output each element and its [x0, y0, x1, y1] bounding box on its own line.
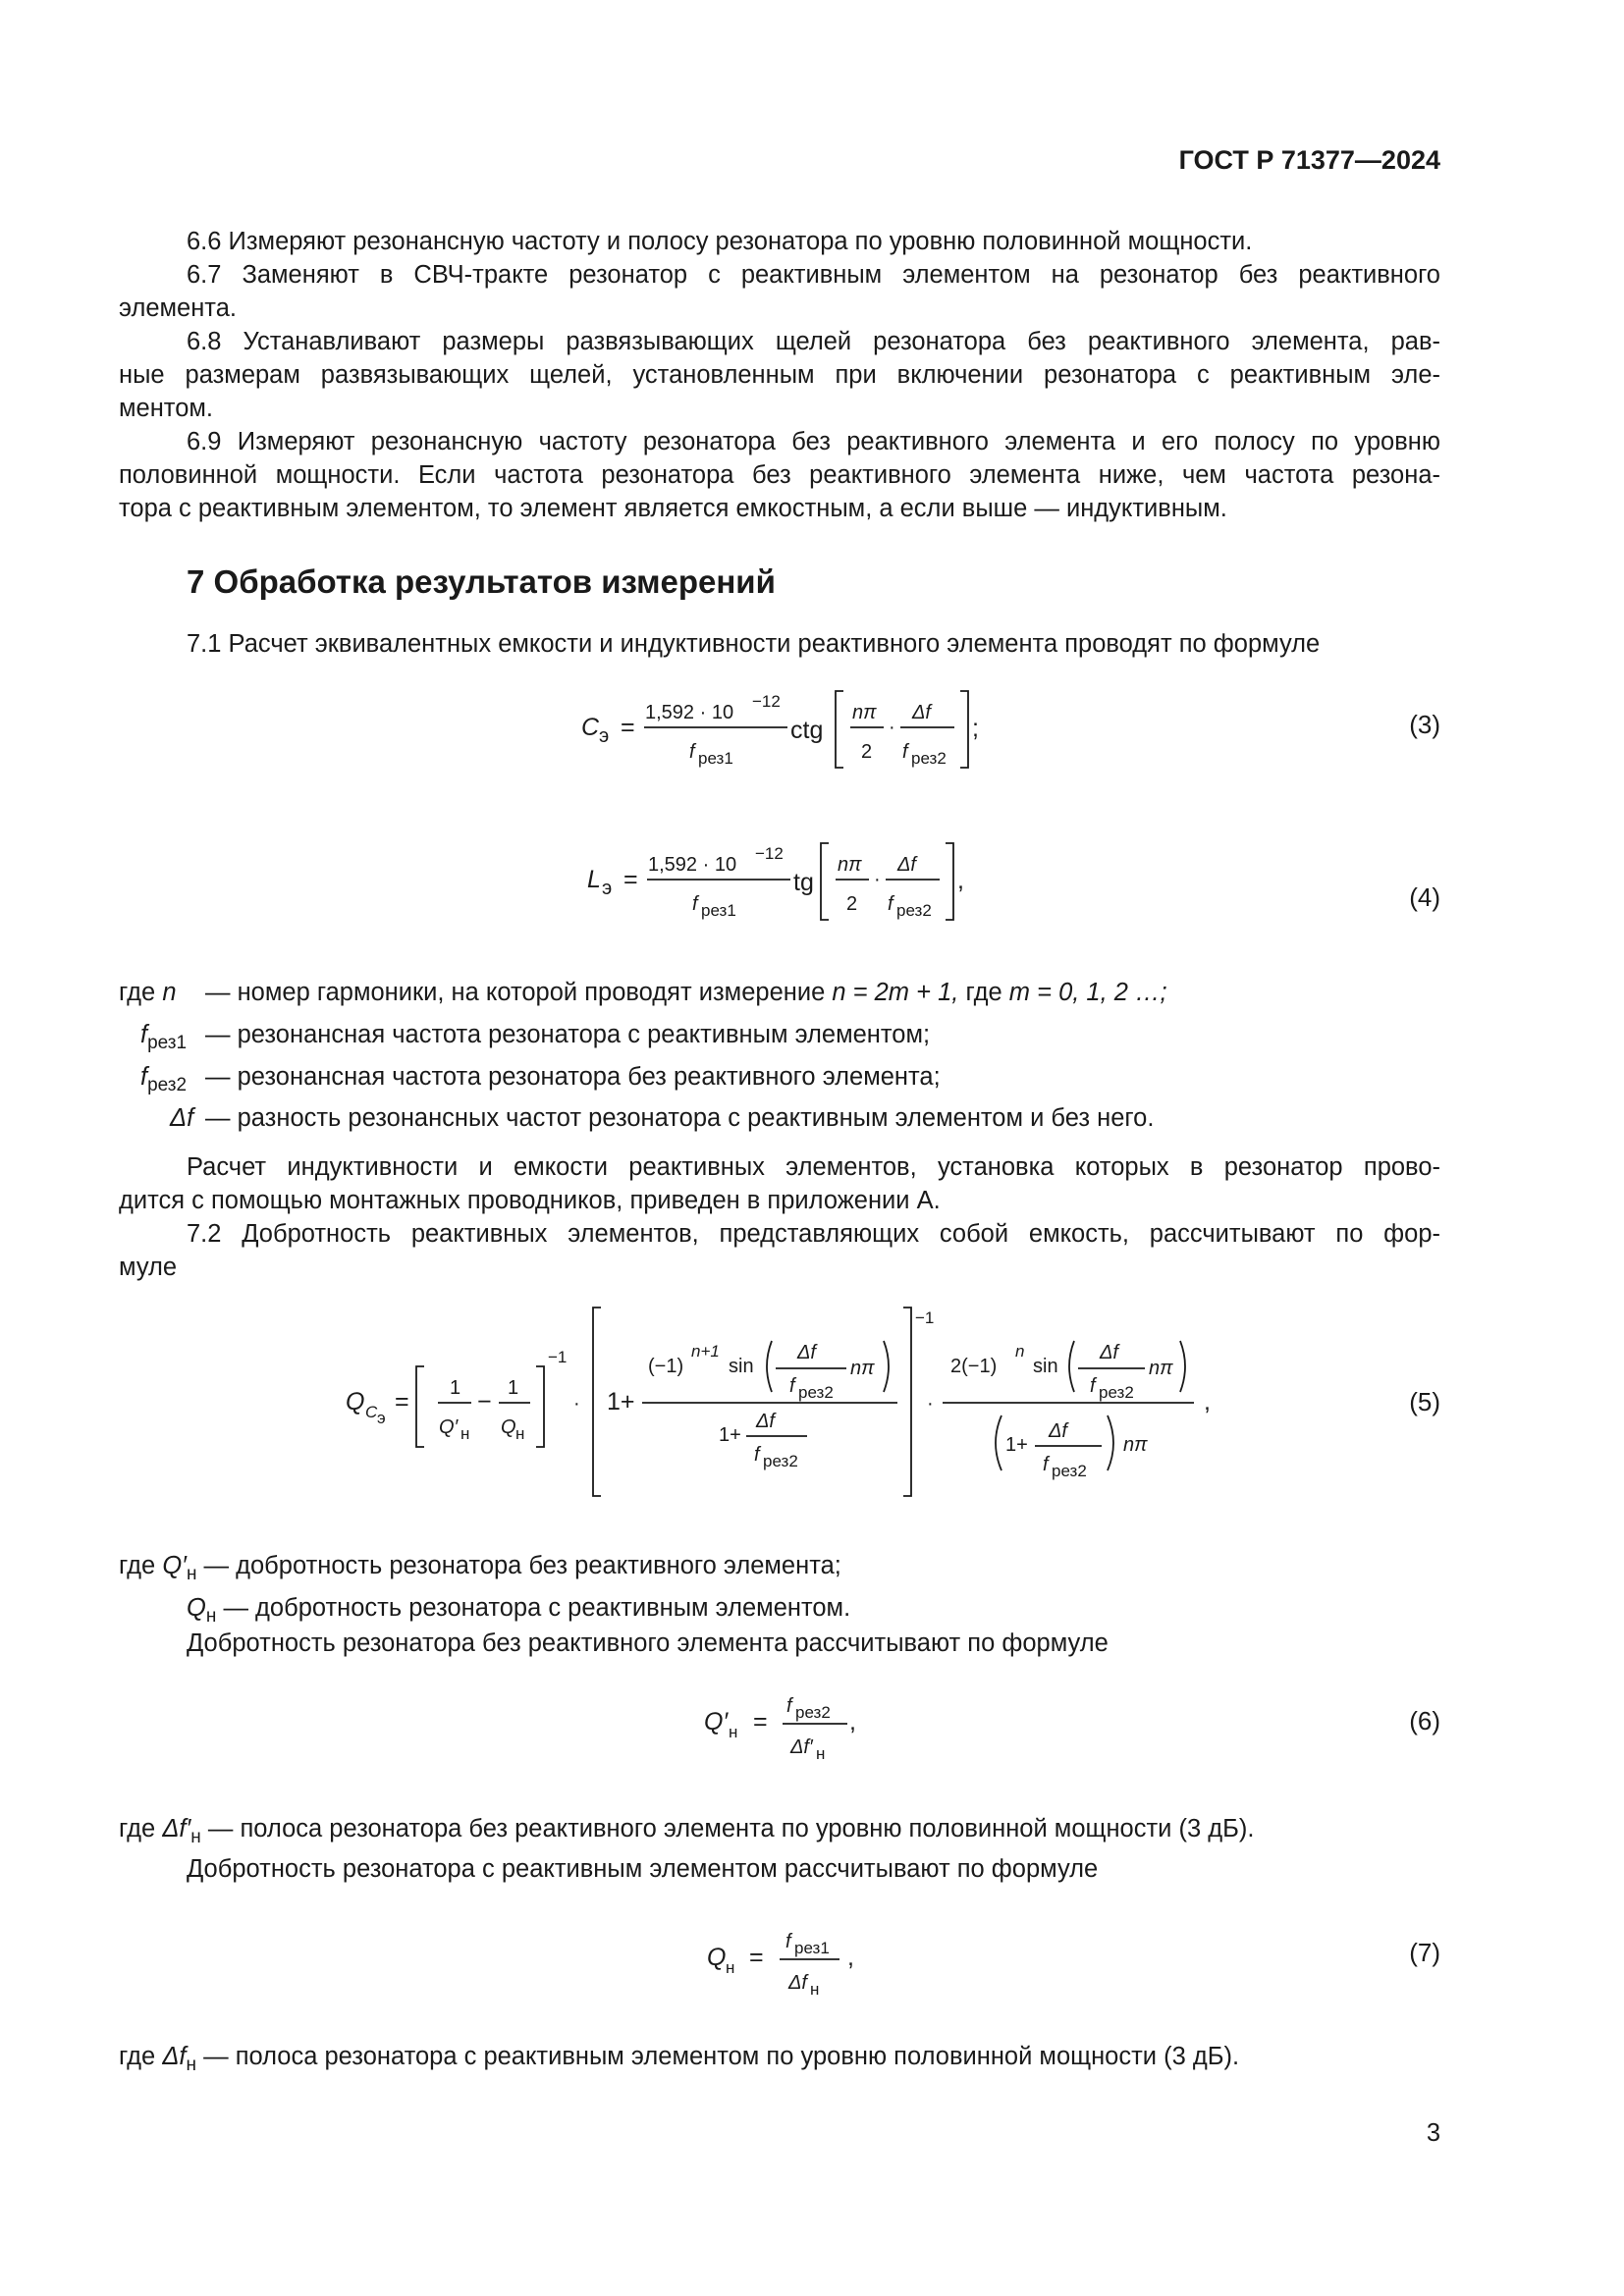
svg-text:Δf: Δf — [1100, 1342, 1118, 1363]
svg-text:−: − — [477, 1388, 492, 1415]
svg-text:э: э — [602, 878, 613, 899]
svg-text:·: · — [927, 1393, 934, 1415]
svg-text:н: н — [460, 1424, 470, 1443]
where-delta-f0-prime: где $\Delta f'_н$ — полоса резонатора без реактивного элемента по уровню половинной мощности (3 дБ). — [119, 1815, 1255, 1848]
svg-text:nπ: nπ — [838, 854, 862, 876]
where-delta-f-text: — разность резонансных частот резонатора с реактивным элементом и без него. — [205, 1104, 1155, 1132]
where-delta-f0: где $\Delta f_н$ — полоса резонатора с реактивным элементом по уровню половинной мощности (3 дБ). — [119, 2043, 1240, 2076]
svg-text:Δf: Δf — [797, 1342, 816, 1363]
equation-3-number: (3) — [1409, 710, 1440, 739]
equation-4-number: (4) — [1409, 882, 1440, 912]
paragraph-6-8-line-1: 6.8 Устанавливают размеры развязывающих щелей резонатора без реактивного элемента, рав- — [187, 328, 1440, 355]
svg-text:1: 1 — [450, 1377, 461, 1399]
svg-text:1+: 1+ — [607, 1388, 635, 1415]
svg-text:1: 1 — [508, 1377, 519, 1399]
paragraph-6-9-line-2: половинной мощности. Если частота резонатора без реактивного элемента ниже, чем частота резона- — [119, 461, 1440, 489]
svg-text:Δf: Δf — [912, 702, 931, 723]
svg-text:;: ; — [972, 715, 979, 742]
svg-text:рез2: рез2 — [911, 749, 947, 768]
svg-text:1,592 · 10: 1,592 · 10 — [645, 702, 734, 723]
svg-text:рез2: рез2 — [1099, 1383, 1134, 1402]
equation-3 — [569, 677, 1001, 785]
svg-text:2: 2 — [861, 741, 873, 763]
svg-text:f: f — [754, 1444, 760, 1466]
equation-4 — [569, 829, 1001, 937]
svg-text:=: = — [623, 866, 638, 893]
svg-text:C: C — [365, 1403, 378, 1421]
equation-6 — [692, 1679, 889, 1777]
svg-text:э: э — [377, 1409, 386, 1427]
svg-text:рез1: рез1 — [701, 901, 736, 920]
equation-5-number: (5) — [1409, 1387, 1440, 1416]
paragraph-6-9-line-3: тора с реактивным элементом, то элемент является емкостным, а если выше — индуктивным. — [119, 495, 1227, 522]
svg-text:nπ: nπ — [1123, 1434, 1148, 1456]
svg-text:Δf′: Δf′ — [790, 1736, 813, 1758]
svg-text:Δf: Δf — [897, 854, 916, 876]
svg-text:Q′: Q′ — [704, 1708, 729, 1735]
paragraph-6-7-line-2: элемента. — [119, 294, 237, 322]
svg-text:2: 2 — [846, 893, 858, 915]
svg-text:f: f — [785, 1931, 791, 1952]
svg-text:sin: sin — [1033, 1356, 1058, 1377]
paragraph-7-1: 7.1 Расчет эквивалентных емкости и индуктивности реактивного элемента проводят по формуле — [187, 630, 1321, 658]
svg-text:,: , — [849, 1708, 856, 1735]
svg-text:1,592 · 10: 1,592 · 10 — [648, 854, 737, 876]
svg-text:Q′: Q′ — [439, 1416, 459, 1438]
paragraph-q0-prime: Добротность резонатора без реактивного элемента рассчитывают по формуле — [187, 1629, 1109, 1657]
svg-text:nπ: nπ — [852, 702, 877, 723]
where-fres1: $f_{рез1}$ — [140, 1021, 188, 1054]
svg-text:Δf: Δf — [788, 1972, 807, 1994]
svg-text:=: = — [621, 714, 635, 741]
svg-text:=: = — [753, 1708, 768, 1735]
svg-text:n+1: n+1 — [691, 1342, 720, 1361]
paragraph-7-2-line-2: муле — [119, 1254, 178, 1281]
svg-text:ctg: ctg — [790, 717, 824, 744]
svg-text:э: э — [599, 725, 610, 747]
document-number: ГОСТ Р 71377—2024 — [1178, 145, 1440, 175]
svg-text:рез2: рез2 — [763, 1452, 798, 1470]
paragraph-calc-line-2: дится с помощью монтажных проводников, приведен в приложении А. — [119, 1187, 941, 1214]
svg-text:,: , — [957, 867, 964, 894]
equation-5 — [334, 1294, 1237, 1510]
svg-text:1+: 1+ — [719, 1424, 741, 1446]
paragraph-7-2-line-1: 7.2 Добротность реактивных элементов, представляющих собой емкость, рассчитывают по фор- — [187, 1220, 1440, 1248]
paragraph-q0: Добротность резонатора с реактивным элементом рассчитывают по формуле — [187, 1855, 1099, 1883]
svg-text:f: f — [902, 741, 908, 763]
svg-text:н: н — [726, 1958, 735, 1977]
section-7-heading: 7 Обработка результатов измерений — [187, 563, 776, 600]
svg-text:н: н — [810, 1980, 820, 1999]
equation-7 — [692, 1906, 889, 2004]
svg-text:рез1: рез1 — [698, 749, 733, 768]
where-q0-prime: где $Q'_н$ — добротность резонатора без реактивного элемента; — [119, 1552, 841, 1585]
where-delta-f: Δf — [170, 1104, 194, 1132]
svg-text:−12: −12 — [752, 692, 781, 711]
svg-text:рез2: рез2 — [795, 1703, 831, 1722]
svg-text:,: , — [1204, 1388, 1211, 1415]
svg-text:рез2: рез2 — [896, 901, 932, 920]
svg-text:·: · — [874, 869, 881, 890]
equation-6-number: (6) — [1409, 1706, 1440, 1735]
svg-text:=: = — [749, 1944, 764, 1971]
svg-text:рез2: рез2 — [798, 1383, 834, 1402]
svg-text:·: · — [889, 717, 895, 738]
svg-text:,: , — [847, 1944, 854, 1971]
svg-text:f: f — [789, 1375, 795, 1397]
paragraph-6-7-line-1: 6.7 Заменяют в СВЧ-тракте резонатор с реактивным элементом на резонатор без реактивного — [187, 261, 1440, 289]
where-n-text: — номер гармоники, на которой проводят измерение n = 2m + 1, где m = 0, 1, 2 …; — [205, 979, 1167, 1006]
svg-text:·: · — [573, 1393, 580, 1415]
where-fres2: $f_{рез2}$ — [140, 1063, 188, 1096]
svg-text:н: н — [816, 1744, 826, 1763]
paragraph-6-8-line-3: ментом. — [119, 395, 213, 422]
svg-text:рез2: рез2 — [1052, 1462, 1087, 1480]
paragraph-6-8-line-2: ные размерам развязывающих щелей, установленным при включении резонатора с реактивным эле- — [119, 361, 1440, 389]
svg-text:f: f — [1090, 1375, 1096, 1397]
paragraph-calc-line-1: Расчет индуктивности и емкости реактивных элементов, установка которых в резонатор прово- — [187, 1153, 1440, 1181]
where-q0: $Q_н$ — добротность резонатора с реактивным элементом. — [187, 1594, 851, 1628]
svg-text:Q: Q — [707, 1944, 727, 1971]
where-n: где n — [119, 979, 177, 1006]
svg-text:Δf: Δf — [1049, 1420, 1067, 1442]
svg-text:рез1: рез1 — [794, 1939, 830, 1957]
svg-text:−1: −1 — [915, 1308, 935, 1327]
svg-text:f: f — [689, 741, 695, 763]
svg-text:C: C — [581, 714, 600, 741]
svg-text:L: L — [587, 866, 601, 893]
where-fres2-text: — резонансная частота резонатора без реактивного элемента; — [205, 1063, 941, 1091]
svg-text:2(−1): 2(−1) — [950, 1356, 998, 1377]
svg-text:Q: Q — [346, 1388, 365, 1415]
page-number: 3 — [1426, 2119, 1440, 2147]
where-fres1-text: — резонансная частота резонатора с реактивным элементом; — [205, 1021, 931, 1048]
svg-text:−12: −12 — [755, 844, 784, 863]
svg-text:tg: tg — [793, 869, 814, 896]
svg-text:n: n — [1015, 1342, 1025, 1361]
paragraph-6-6: 6.6 Измеряют резонансную частоту и полосу резонатора по уровню половинной мощности. — [187, 228, 1253, 255]
svg-text:f: f — [786, 1695, 792, 1717]
svg-text:н: н — [729, 1723, 738, 1741]
svg-text:1+: 1+ — [1005, 1434, 1028, 1456]
svg-text:(−1): (−1) — [648, 1356, 684, 1377]
svg-text:Δf: Δf — [756, 1411, 775, 1432]
svg-text:f: f — [1043, 1454, 1049, 1475]
svg-text:nπ: nπ — [850, 1358, 875, 1379]
svg-text:н: н — [515, 1424, 525, 1443]
equation-7-number: (7) — [1409, 1938, 1440, 1967]
svg-text:nπ: nπ — [1149, 1358, 1173, 1379]
svg-text:Q: Q — [501, 1416, 516, 1438]
svg-text:f: f — [888, 893, 893, 915]
svg-text:−1: −1 — [548, 1348, 568, 1366]
svg-text:=: = — [395, 1388, 409, 1415]
svg-text:f: f — [692, 893, 698, 915]
svg-text:sin: sin — [729, 1356, 754, 1377]
paragraph-6-9-line-1: 6.9 Измеряют резонансную частоту резонатора без реактивного элемента и его полосу по уровню — [187, 428, 1440, 455]
